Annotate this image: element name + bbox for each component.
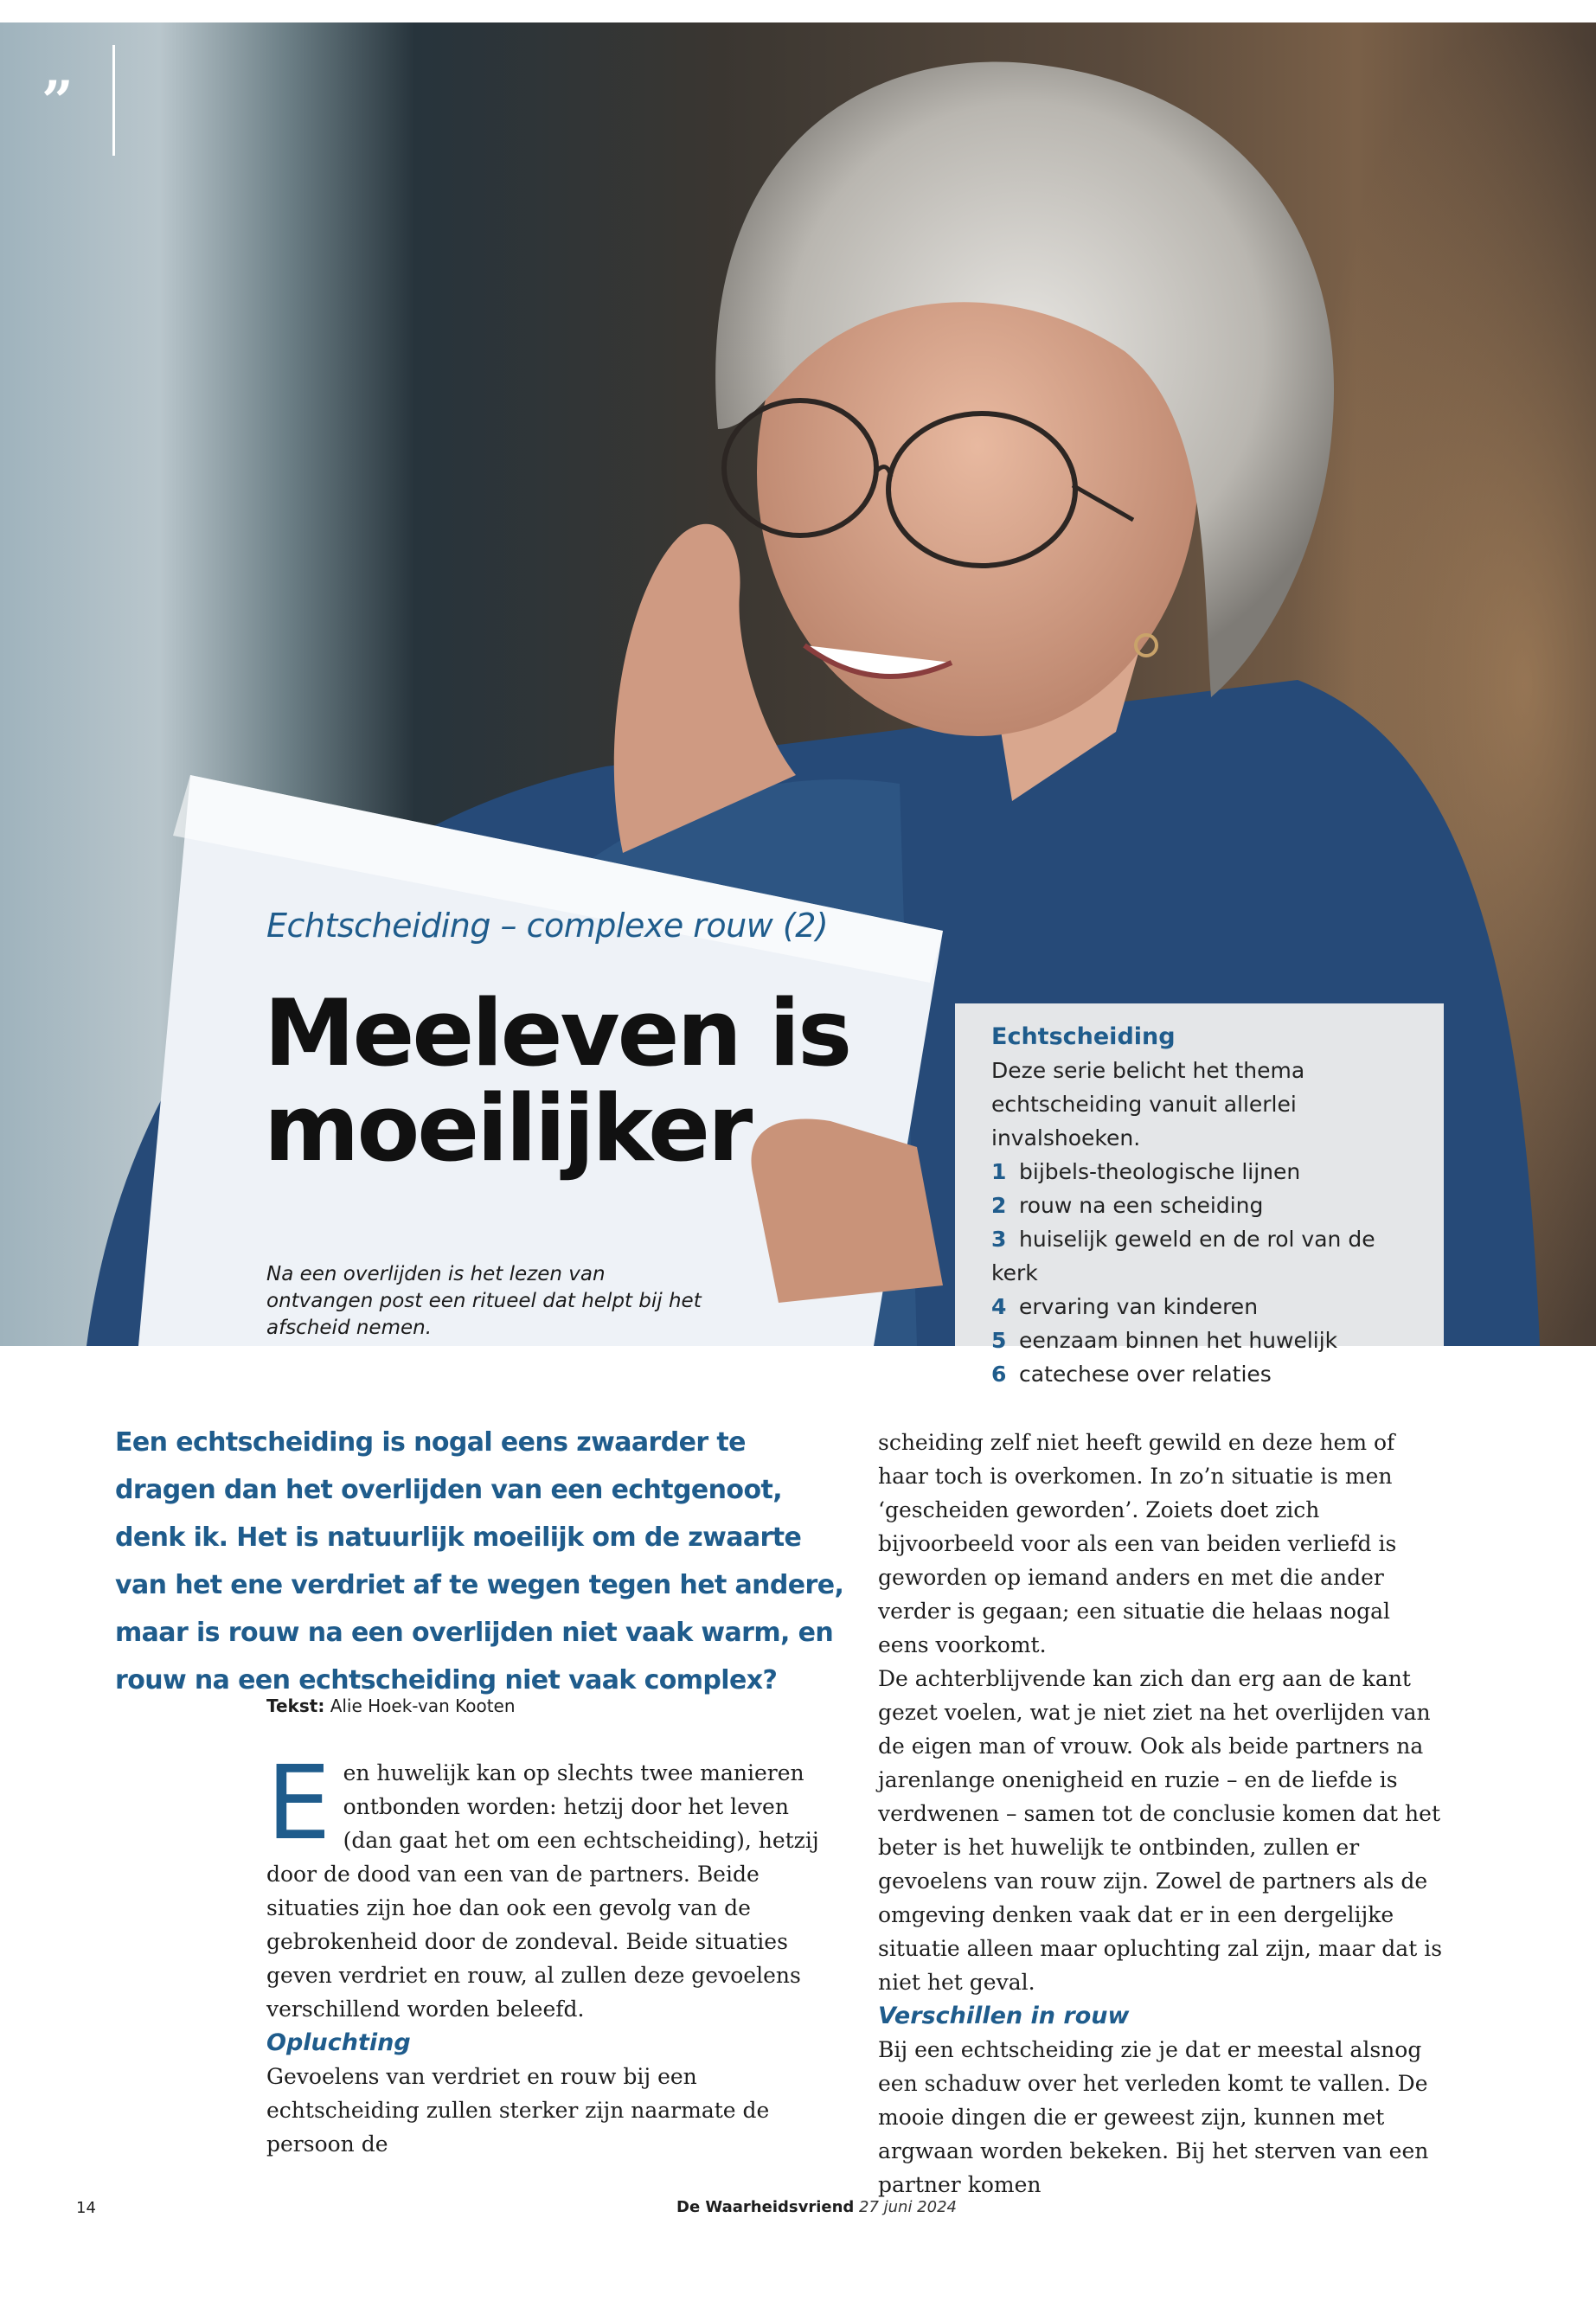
subheading: Verschillen in rouw bbox=[878, 2003, 1130, 2029]
byline-author: Alie Hoek-van Kooten bbox=[330, 1695, 516, 1716]
quote-icon: ” bbox=[42, 69, 74, 134]
body-paragraph: scheiding zelf niet heeft gewild en deze hem of haar toch is overkomen. In zo’n situatie is men ‘gescheiden geworden’. Zoiets doet zich bijvoorbeeld voor als een van beiden verliefd is geworden op iemand anders en met die ander verder is gegaan; een situatie die helaas nogal eens voorkomt. bbox=[878, 1430, 1397, 1657]
series-list bbox=[991, 1155, 1425, 1391]
body-paragraph: Bij een echtscheiding zie je dat er meestal alsnog een schaduw over het verleden komt te vallen. De mooie dingen die er geweest zijn, kunnen met argwaan worden bekeken. Bij het sterven van een partner komen bbox=[878, 2037, 1429, 2197]
photo-caption: Na een overlijden is het lezen van ontvangen post een ritueel dat helpt bij het afscheid nemen. bbox=[266, 1263, 702, 1339]
body-column-right bbox=[878, 1426, 1445, 2202]
series-item bbox=[991, 1357, 1425, 1391]
page-title bbox=[264, 980, 921, 1182]
series-label: ervaring van kinderen bbox=[1019, 1294, 1259, 1319]
title-line-2: moeilijker bbox=[264, 1075, 751, 1182]
series-item bbox=[991, 1222, 1425, 1290]
magazine-footer bbox=[676, 2198, 957, 2216]
series-item bbox=[991, 1290, 1425, 1324]
series-kicker: Echtscheiding – complexe rouw (2) bbox=[266, 907, 829, 945]
series-number: 1 bbox=[991, 1159, 1007, 1184]
series-label: eenzaam binnen het huwelijk bbox=[1019, 1328, 1338, 1353]
series-item bbox=[991, 1155, 1425, 1189]
byline bbox=[266, 1695, 516, 1716]
issue-date: 27 juni 2024 bbox=[859, 2198, 957, 2216]
series-label: catechese over relaties bbox=[1019, 1362, 1272, 1387]
series-label: bijbels-theologische lijnen bbox=[1019, 1159, 1301, 1184]
subheading: Opluchting bbox=[266, 2029, 411, 2056]
title-line-1: Meeleven is bbox=[264, 980, 850, 1086]
body-paragraph: en huwelijk kan op slechts twee manieren ontbonden worden: hetzij door het leven (dan gaat het om een echtscheiding), hetzij door de dood van een van de partners. Beide situaties zijn hoe dan ook een gevolg van de gebrokenheid door de zondeval. Beide situaties geven verdriet en rouw, al zullen deze gevoelens verschillend worden beleefd. bbox=[266, 1760, 819, 2022]
series-number: 4 bbox=[991, 1294, 1007, 1319]
series-label: rouw na een scheiding bbox=[1019, 1193, 1264, 1218]
byline-label: Tekst: bbox=[266, 1695, 325, 1716]
body-paragraph: De achterblijvende kan zich dan erg aan de kant gezet voelen, wat je niet ziet na het overlijden van de eigen man of vrouw. Ook als beide partners na jarenlange onenigheid en ruzie – en de liefde is verdwenen – samen tot de conclusie komen dat het beter is het huwelijk te ontbinden, zullen er gevoelens van rouw zijn. Zowel de partners als de omgeving denken vaak dat er in een dergelijke situatie alleen maar opluchting zal zijn, maar dat is niet het geval. bbox=[878, 1666, 1443, 1995]
drop-cap: E bbox=[266, 1743, 331, 1862]
body-column-left bbox=[266, 1743, 833, 2161]
series-sidebar bbox=[955, 1003, 1444, 1387]
series-number: 6 bbox=[991, 1362, 1007, 1387]
page-number: 14 bbox=[76, 2199, 96, 2217]
body-paragraph: Gevoelens van verdriet en rouw bij een echtscheiding zullen sterker zijn naarmate de persoon de bbox=[266, 2064, 770, 2157]
quote-divider bbox=[112, 45, 115, 156]
series-number: 5 bbox=[991, 1328, 1007, 1353]
sidebar-intro: Deze serie belicht het thema echtscheiding vanuit allerlei invalshoeken. bbox=[991, 1058, 1305, 1150]
series-item bbox=[991, 1189, 1425, 1222]
sidebar-title: Echtscheiding bbox=[991, 1023, 1176, 1050]
series-number: 3 bbox=[991, 1227, 1007, 1252]
series-item bbox=[991, 1324, 1425, 1357]
series-label: huiselijk geweld en de rol van de kerk bbox=[991, 1227, 1375, 1285]
magazine-name: De Waarheidsvriend bbox=[676, 2198, 855, 2216]
lead-paragraph: Een echtscheiding is nogal eens zwaarder te dragen dan het overlijden van een echtgenoot, denk ik. Het is natuurlijk moeilijk om de zwaarte van het ene verdriet af te wegen tegen het andere, maar is rouw na een overlijden niet vaak warm, en rouw na een echtscheiding niet vaak complex? bbox=[115, 1427, 844, 1695]
series-number: 2 bbox=[991, 1193, 1007, 1218]
